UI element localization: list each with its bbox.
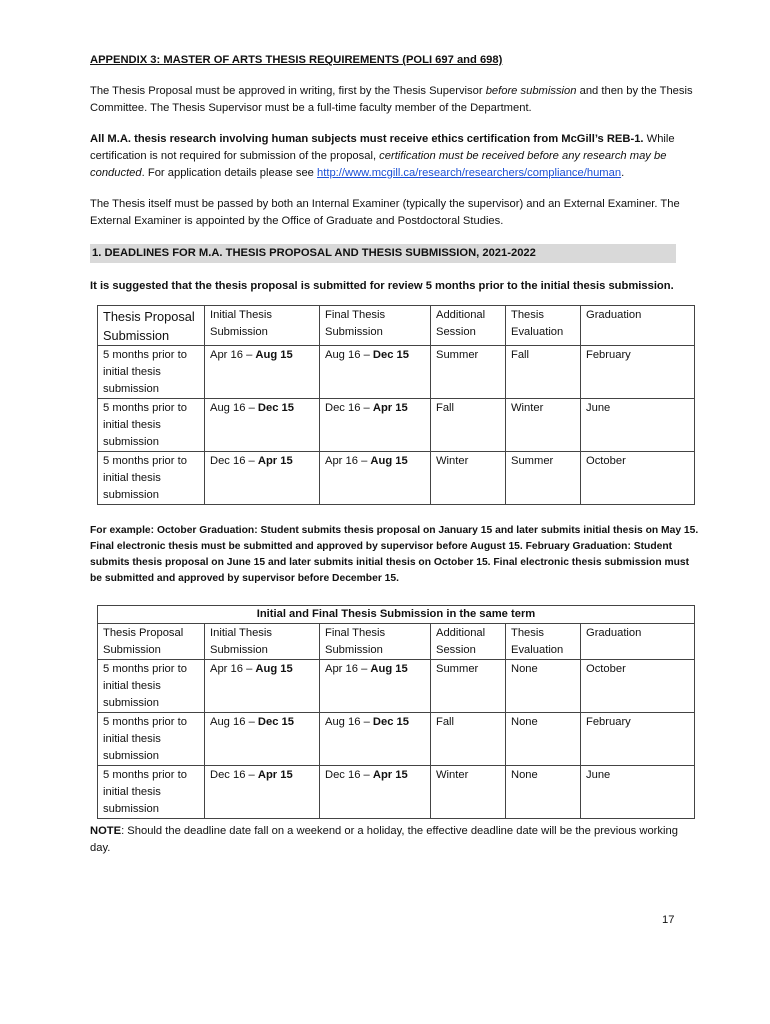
table-header-row (98, 306, 695, 346)
note-label: NOTE (90, 825, 122, 837)
deadlines-table (97, 305, 695, 505)
same-term-table (97, 605, 695, 819)
header-cell: Initial Thesis Submission (205, 306, 320, 346)
paragraph-proposal-approval (90, 83, 700, 117)
final-cell (320, 766, 431, 819)
date-end: Aug 15 (370, 663, 408, 675)
date-start: Apr 16 – (325, 663, 371, 675)
graduation-cell: June (581, 766, 695, 819)
date-start: Dec 16 – (325, 769, 373, 781)
initial-cell (205, 452, 320, 505)
para2-text-b: . For application details please see (141, 167, 318, 179)
final-cell (320, 452, 431, 505)
page-number: 17 (662, 914, 675, 926)
header-cell: Graduation (581, 306, 695, 346)
date-start: Dec 16 – (210, 455, 258, 467)
para2-text-c: . (621, 167, 625, 179)
table-title-row (98, 606, 695, 624)
evaluation-cell: Fall (506, 346, 581, 399)
date-start: Aug 16 – (325, 349, 373, 361)
proposal-cell: 5 months prior to initial thesis submission (98, 713, 205, 766)
para1-text-a: The Thesis Proposal must be approved in writing, first by the Thesis Supervisor (90, 85, 486, 97)
ethics-link[interactable]: http://www.mcgill.ca/research/researchers/compliance/human (317, 167, 622, 179)
session-cell: Summer (431, 660, 506, 713)
header-cell: Additional Session (431, 306, 506, 346)
final-cell (320, 713, 431, 766)
document-page (90, 52, 700, 857)
date-end: Dec 15 (372, 349, 409, 361)
same-term-title: Initial and Final Thesis Submission in the same term (98, 606, 695, 624)
proposal-cell: 5 months prior to initial thesis submission (98, 399, 205, 452)
para2-bold: All M.A. thesis research involving human subjects must receive ethics certification from McGill’s REB-1. (90, 133, 644, 145)
table-row (98, 766, 695, 819)
date-start: Dec 16 – (325, 402, 373, 414)
date-start: Apr 16 – (210, 663, 256, 675)
initial-cell (205, 399, 320, 452)
graduation-cell: June (581, 399, 695, 452)
para1-italic: before submission (485, 85, 577, 97)
date-start: Aug 16 – (210, 402, 258, 414)
header-cell: Thesis Proposal Submission (98, 306, 205, 346)
evaluation-cell: None (506, 766, 581, 819)
para2-italic: certification must be received before any research may be conducted (90, 150, 667, 179)
evaluation-cell: None (506, 713, 581, 766)
date-end: Dec 15 (257, 402, 294, 414)
evaluation-cell: Winter (506, 399, 581, 452)
date-end: Apr 15 (372, 402, 408, 414)
paragraph-examiners: The Thesis itself must be passed by both an Internal Examiner (typically the supervisor) and an External Examiner. The External Examiner is appointed by the Office of Graduate and Postdoctoral Studies. (90, 198, 680, 227)
section-1-title: 1. DEADLINES FOR M.A. THESIS PROPOSAL AND THESIS SUBMISSION, 2021-2022 (90, 244, 676, 263)
header-cell: Additional Session (431, 624, 506, 660)
date-start: Apr 16 – (210, 349, 256, 361)
date-end: Apr 15 (372, 769, 408, 781)
initial-cell (205, 713, 320, 766)
evaluation-cell: Summer (506, 452, 581, 505)
initial-cell (205, 346, 320, 399)
date-start: Apr 16 – (325, 455, 371, 467)
date-end: Dec 15 (372, 716, 409, 728)
header-cell: Thesis Evaluation (506, 306, 581, 346)
header-cell: Initial Thesis Submission (205, 624, 320, 660)
date-end: Aug 15 (370, 455, 408, 467)
date-end: Apr 15 (257, 455, 293, 467)
date-end: Apr 15 (257, 769, 293, 781)
table-row (98, 452, 695, 505)
graduation-cell: February (581, 346, 695, 399)
graduation-cell: October (581, 452, 695, 505)
date-end: Aug 15 (255, 349, 293, 361)
graduation-cell: October (581, 660, 695, 713)
session-cell: Winter (431, 452, 506, 505)
session-cell: Winter (431, 766, 506, 819)
header-cell: Graduation (581, 624, 695, 660)
date-end: Dec 15 (257, 716, 294, 728)
date-start: Aug 16 – (210, 716, 258, 728)
date-end: Aug 15 (255, 663, 293, 675)
suggestion-text: It is suggested that the thesis proposal is submitted for review 5 months prior to the initial thesis submission. (90, 280, 674, 292)
session-cell: Fall (431, 713, 506, 766)
note-body: : Should the deadline date fall on a weekend or a holiday, the effective deadline date will be the previous working day. (90, 825, 678, 854)
para1-text-b: and then by the Thesis Committee. The Thesis Supervisor must be a full-time faculty member of the Department. (90, 85, 693, 114)
final-cell (320, 660, 431, 713)
initial-cell (205, 766, 320, 819)
evaluation-cell: None (506, 660, 581, 713)
session-cell: Fall (431, 399, 506, 452)
para2-text-a: While certification is not required for submission of the proposal, (90, 133, 675, 162)
date-start: Aug 16 – (325, 716, 373, 728)
proposal-cell: 5 months prior to initial thesis submission (98, 766, 205, 819)
table-row (98, 660, 695, 713)
paragraph-ethics (90, 131, 700, 182)
proposal-cell: 5 months prior to initial thesis submission (98, 346, 205, 399)
table-row (98, 346, 695, 399)
table-row (98, 399, 695, 452)
header-cell: Thesis Proposal Submission (98, 624, 205, 660)
header-cell: Final Thesis Submission (320, 624, 431, 660)
session-cell: Summer (431, 346, 506, 399)
final-cell (320, 346, 431, 399)
table-row (98, 713, 695, 766)
example-text: For example: October Graduation: Student submits thesis proposal on January 15 and later submits initial thesis on May 15. Final electronic thesis must be submitted and approved by supervisor before August 15. February Graduation: Student submits thesis proposal on June 15 and later submits initial thesis on October 15. Final electronic thesis submission must be submitted and approved by supervisor before December 15. (90, 525, 699, 584)
proposal-cell: 5 months prior to initial thesis submission (98, 660, 205, 713)
header-cell: Thesis Evaluation (506, 624, 581, 660)
date-start: Dec 16 – (210, 769, 258, 781)
note-text (90, 823, 700, 857)
graduation-cell: February (581, 713, 695, 766)
initial-cell (205, 660, 320, 713)
appendix-title: APPENDIX 3: MASTER OF ARTS THESIS REQUIREMENTS (POLI 697 and 698) (90, 54, 503, 66)
table-header-row (98, 624, 695, 660)
final-cell (320, 399, 431, 452)
proposal-cell: 5 months prior to initial thesis submission (98, 452, 205, 505)
header-cell: Final Thesis Submission (320, 306, 431, 346)
